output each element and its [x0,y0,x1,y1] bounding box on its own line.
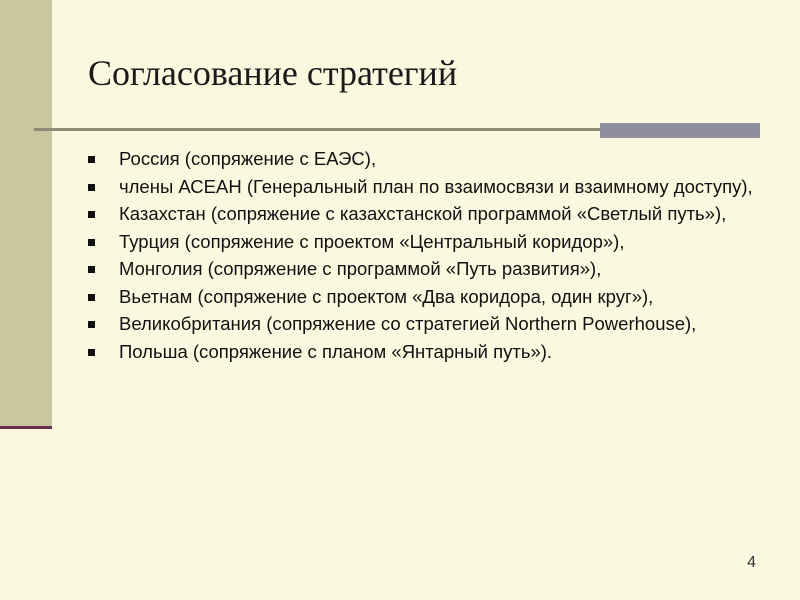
square-bullet-icon [88,184,95,191]
slide-title: Согласование стратегий [88,53,458,93]
square-bullet-icon [88,156,95,163]
bullet-text: Польша (сопряжение с планом «Янтарный путь»). [119,340,553,362]
bullet-item-asean [88,174,768,200]
square-bullet-icon [88,211,95,218]
bullet-item-uk [88,311,768,337]
bullet-text: Вьетнам (сопряжение с проектом «Два коридора, один круг»), [119,285,654,307]
square-bullet-icon [88,349,95,356]
side-accent-bar [0,0,52,428]
bullet-text: Великобритания (сопряжение со стратегией Northern Powerhouse), [119,313,697,334]
bullet-text: члены АСЕАН (Генеральный план по взаимосвязи и взаимному доступу), [119,175,753,197]
bullet-text: Россия (сопряжение с ЕАЭС), [119,148,377,169]
bullet-item-russia [88,146,768,172]
bullet-item-turkey [88,229,768,255]
square-bullet-icon [88,239,95,246]
side-accent-bar-edge [0,426,52,429]
bullet-item-vietnam [88,284,768,310]
bullet-item-poland [88,339,768,365]
page-number: 4 [747,554,756,571]
bullet-list [88,146,768,366]
square-bullet-icon [88,266,95,273]
square-bullet-icon [88,294,95,301]
bullet-item-kazakhstan [88,201,768,227]
bullet-text: Турция (сопряжение с проектом «Центральный коридор»), [119,230,625,252]
bullet-text: Монголия (сопряжение с программой «Путь развития»), [119,258,602,279]
bullet-item-mongolia [88,256,768,282]
bullet-text: Казахстан (сопряжение с казахстанской программой «Светлый путь»), [119,203,727,224]
square-bullet-icon [88,321,95,328]
title-divider-line [34,128,600,131]
title-divider-block [600,123,760,138]
